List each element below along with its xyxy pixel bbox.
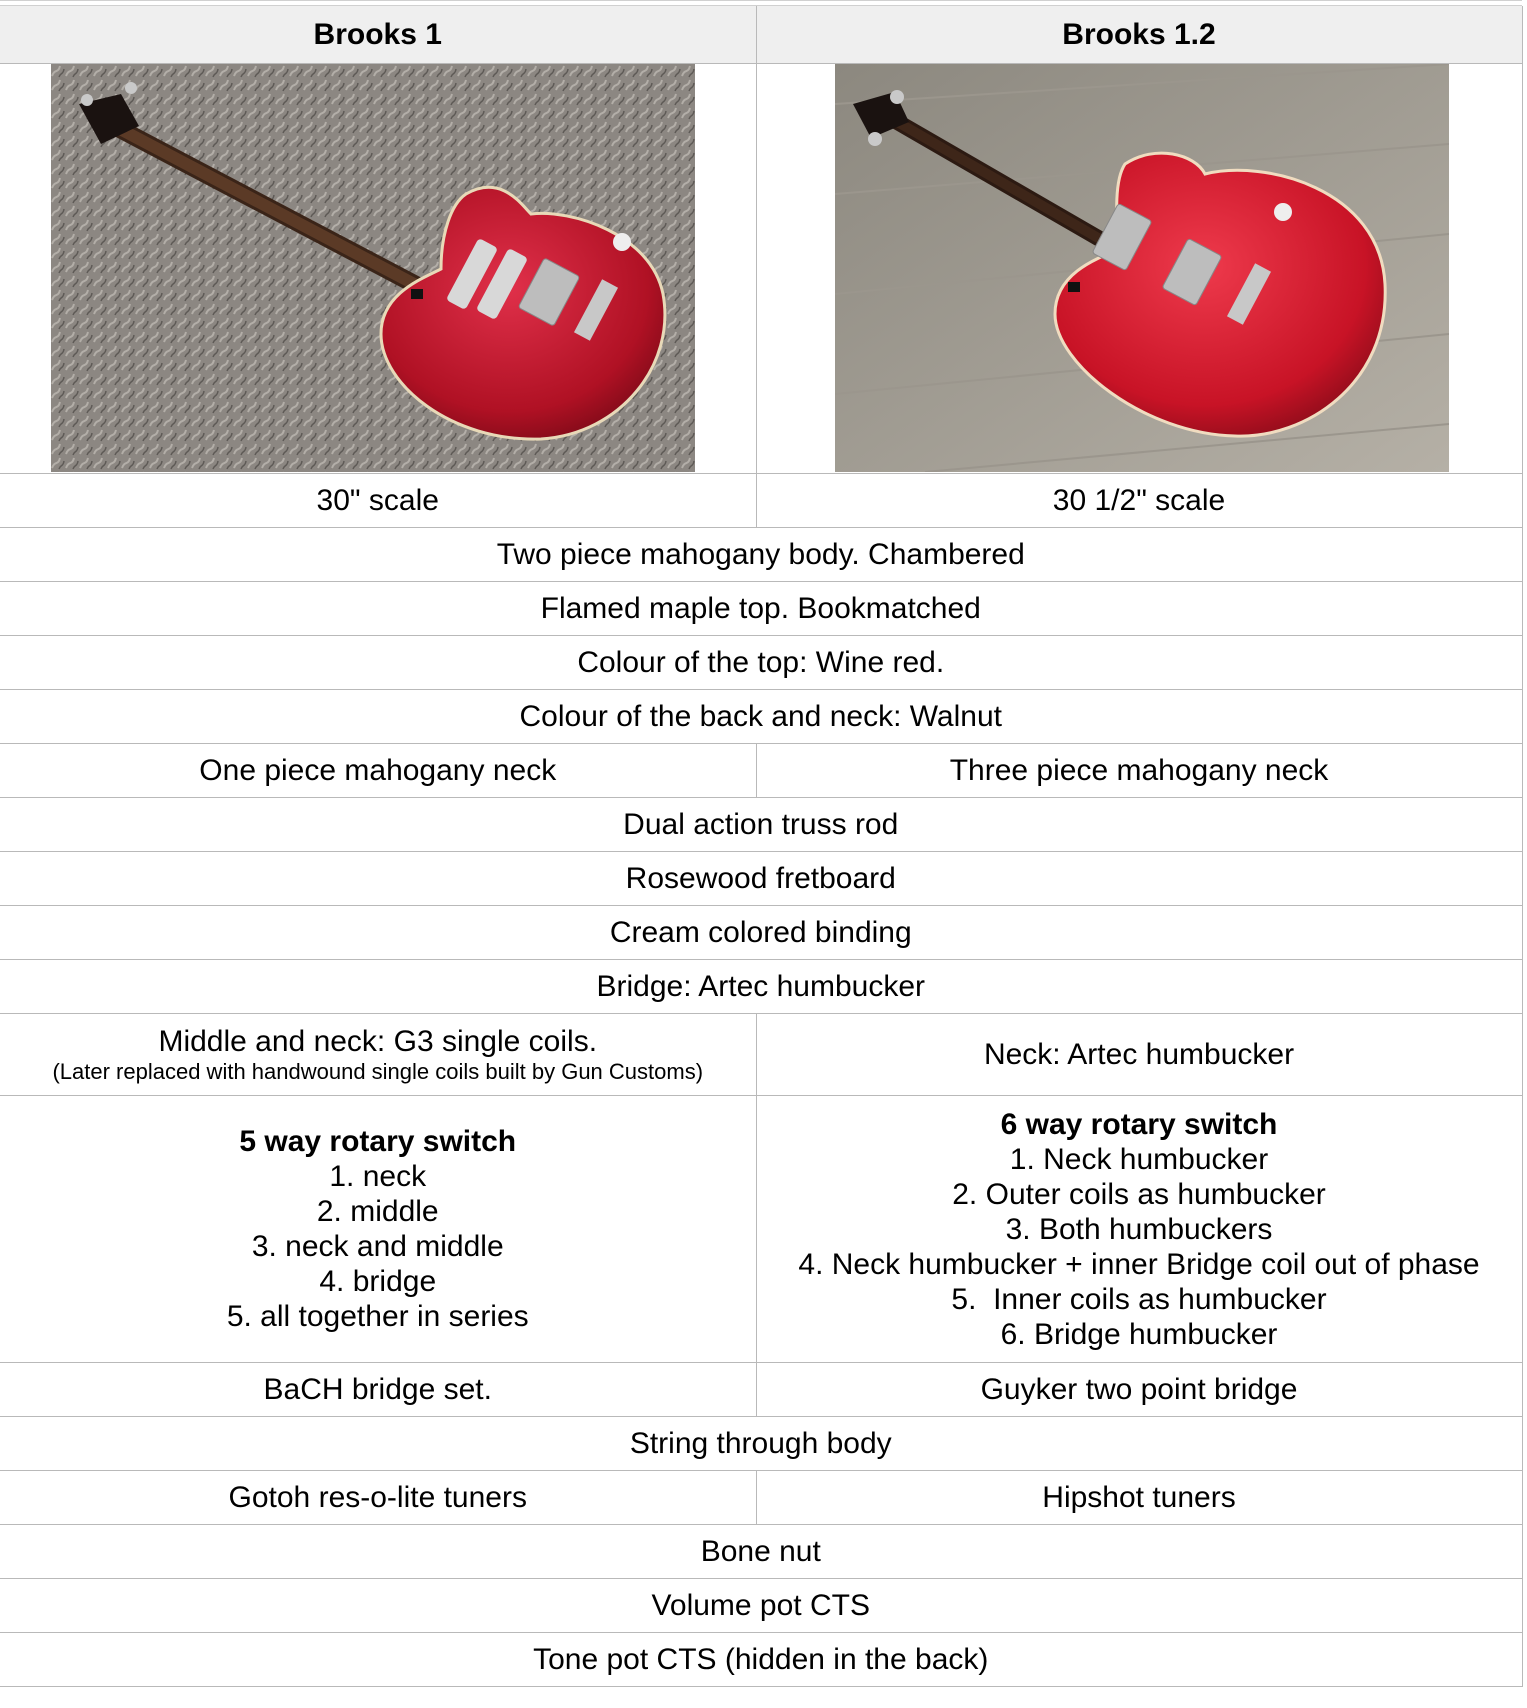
- switch-right-item: 3. Both humbuckers: [1005, 1212, 1273, 1246]
- guitar-photo-shag-rug-icon: [51, 64, 695, 472]
- top-colour-row: [0, 636, 1522, 690]
- neck-pickups-left-note: (Later replaced with handwound single coils built by Gun Customs): [52, 1059, 704, 1084]
- truss-cell: Dual action truss rod: [0, 798, 1522, 852]
- back-colour-cell: Colour of the back and neck: Walnut: [0, 690, 1522, 744]
- switch-left-item: 1. neck: [329, 1160, 427, 1193]
- photo-cell-left: [0, 64, 756, 474]
- spec-comparison-table: [0, 6, 1523, 1687]
- switch-right-item: 5. Inner coils as humbucker: [951, 1282, 1327, 1316]
- switch-right-item: 6. Bridge humbucker: [1000, 1317, 1278, 1351]
- string-through-row: [0, 1417, 1522, 1471]
- switch-left-title: 5 way rotary switch: [239, 1125, 517, 1158]
- binding-row: [0, 906, 1522, 960]
- fretboard-row: [0, 852, 1522, 906]
- scale-row: [0, 474, 1522, 528]
- bridge-right: Guyker two point bridge: [756, 1363, 1522, 1417]
- scale-left: 30" scale: [0, 474, 756, 528]
- guitar-photo-wood-floor-icon: [835, 64, 1449, 472]
- neck-pickups-right: Neck: Artec humbucker: [756, 1014, 1522, 1096]
- switch-left-item: 4. bridge: [319, 1265, 437, 1298]
- switch-right-item: 1. Neck humbucker: [1009, 1142, 1269, 1176]
- switch-left-item: 3. neck and middle: [251, 1230, 504, 1263]
- switch-left-item: 5. all together in series: [226, 1300, 529, 1333]
- guitar-photo-left: [51, 64, 695, 472]
- top-colour-cell: Colour of the top: Wine red.: [0, 636, 1522, 690]
- truss-row: [0, 798, 1522, 852]
- string-through-cell: String through body: [0, 1417, 1522, 1471]
- tuners-left: Gotoh res-o-lite tuners: [0, 1471, 756, 1525]
- switch-right-item: 4. Neck humbucker + inner Bridge coil out of phase: [798, 1247, 1480, 1281]
- tone-cell: Tone pot CTS (hidden in the back): [0, 1633, 1522, 1687]
- switch-left-item: 2. middle: [316, 1195, 439, 1228]
- header-row: [0, 6, 1522, 64]
- neck-pickups-row: [0, 1014, 1522, 1096]
- column-header-brooks-1-2: Brooks 1.2: [756, 6, 1522, 64]
- body-cell: Two piece mahogany body. Chambered: [0, 528, 1522, 582]
- tone-row: [0, 1633, 1522, 1687]
- neck-right: Three piece mahogany neck: [756, 744, 1522, 798]
- switch-right-item: 2. Outer coils as humbucker: [952, 1177, 1326, 1211]
- photo-row: [0, 64, 1522, 474]
- guitar-photo-right: [835, 64, 1449, 472]
- neck-pickups-left-text: Middle and neck: G3 single coils.: [158, 1025, 598, 1058]
- scale-right: 30 1/2" scale: [756, 474, 1522, 528]
- neck-row: [0, 744, 1522, 798]
- bridge-left: BaCH bridge set.: [0, 1363, 756, 1417]
- bridge-pickup-row: [0, 960, 1522, 1014]
- switch-left: [0, 1096, 756, 1363]
- switch-right: [756, 1096, 1522, 1363]
- nut-row: [0, 1525, 1522, 1579]
- column-header-brooks-1: Brooks 1: [0, 6, 756, 64]
- neck-pickups-left: [0, 1014, 756, 1096]
- nut-cell: Bone nut: [0, 1525, 1522, 1579]
- neck-left: One piece mahogany neck: [0, 744, 756, 798]
- photo-cell-right: [756, 64, 1522, 474]
- body-row: [0, 528, 1522, 582]
- tuners-right: Hipshot tuners: [756, 1471, 1522, 1525]
- top-cell: Flamed maple top. Bookmatched: [0, 582, 1522, 636]
- switch-right-title: 6 way rotary switch: [1000, 1107, 1278, 1141]
- bridge-pickup-cell: Bridge: Artec humbucker: [0, 960, 1522, 1014]
- top-row: [0, 582, 1522, 636]
- binding-cell: Cream colored binding: [0, 906, 1522, 960]
- fretboard-cell: Rosewood fretboard: [0, 852, 1522, 906]
- switch-row: [0, 1096, 1522, 1363]
- volume-row: [0, 1579, 1522, 1633]
- tuners-row: [0, 1471, 1522, 1525]
- back-colour-row: [0, 690, 1522, 744]
- volume-cell: Volume pot CTS: [0, 1579, 1522, 1633]
- bridge-row: [0, 1363, 1522, 1417]
